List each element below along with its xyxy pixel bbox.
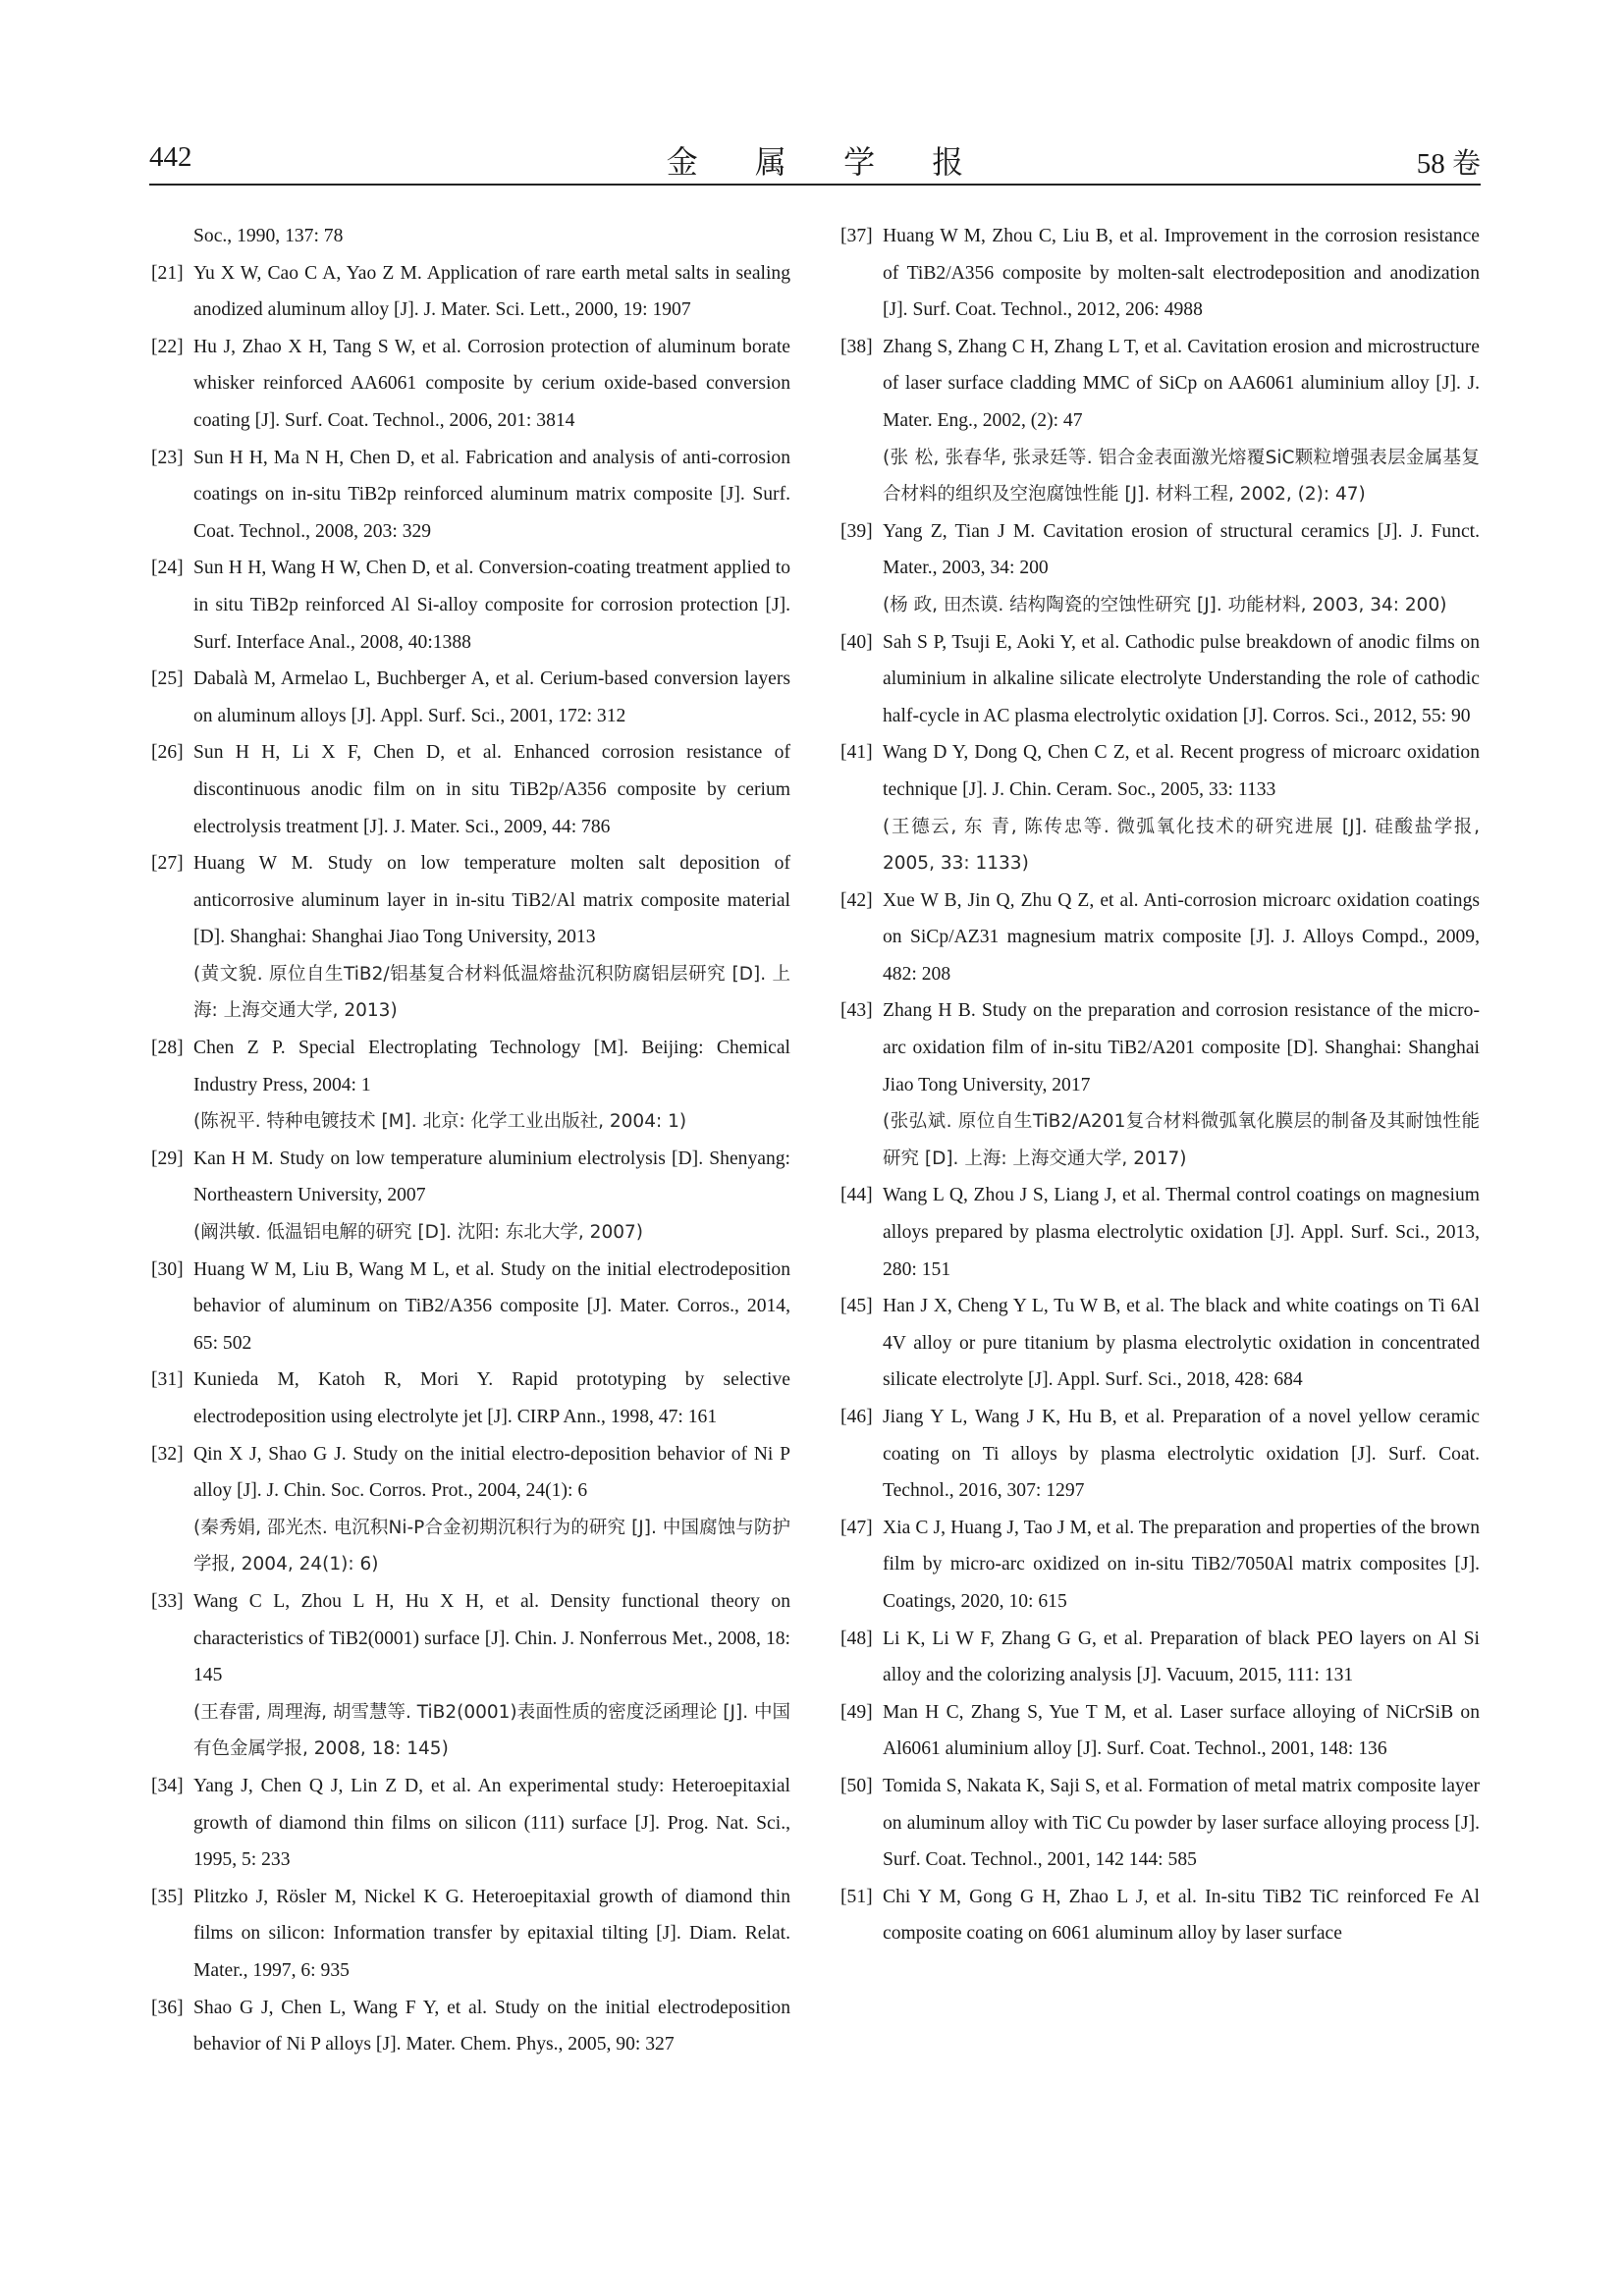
reference-chinese-text: (张弘斌. 原位自生TiB2/A201复合材料微弧氧化膜层的制备及其耐蚀性能研究 [D]. 上海: 上海交通大学, 2017)	[883, 1111, 1480, 1169]
reference-text: Yu X W, Cao C A, Yao Z M. Application of rare earth metal salts in sealing anodized aluminum alloy [J]. J. Mater. Sci. Lett., 2000, 19: 1907	[193, 262, 790, 321]
reference-item	[151, 1362, 790, 1435]
reference-body	[883, 882, 1480, 993]
reference-item	[840, 329, 1480, 513]
reference-number: [49]	[840, 1701, 873, 1723]
reference-number: [44]	[840, 1185, 873, 1206]
reference-number: [25]	[151, 668, 184, 690]
reference-text: Sun H H, Wang H W, Chen D, et al. Conversion-coating treatment applied to in situ TiB2p reinforced Al Si-alloy composite for corrosion protection [J]. Surf. Interface Anal., 2008, 40:1388	[193, 558, 790, 653]
reference-body	[193, 1362, 790, 1435]
reference-number: [50]	[840, 1775, 873, 1796]
reference-body	[883, 1510, 1480, 1621]
reference-number: [41]	[840, 742, 873, 764]
reference-text: Li K, Li W F, Zhang G G, et al. Preparation of black PEO layers on Al Si alloy and the colorizing analysis [J]. Vacuum, 2015, 111: 131	[883, 1628, 1480, 1686]
reference-text: Yang J, Chen Q J, Lin Z D, et al. An experimental study: Heteroepitaxial growth of diamond thin films on silicon (111) surface [J]. Prog. Nat. Sci., 1995, 5: 233	[193, 1775, 790, 1871]
reference-item	[151, 1436, 790, 1583]
reference-body	[193, 1583, 790, 1768]
reference-body	[883, 218, 1480, 329]
reference-body	[883, 329, 1480, 513]
reference-body	[883, 1768, 1480, 1879]
reference-text: Dabalà M, Armelao L, Buchberger A, et al. Cerium-based conversion layers on aluminum alloys [J]. Appl. Surf. Sci., 2001, 172: 312	[193, 668, 790, 726]
reference-number: [33]	[151, 1590, 184, 1612]
reference-text: Plitzko J, Rösler M, Nickel K G. Heteroepitaxial growth of diamond thin films on silicon: Information transfer by epitaxial tilting [J]. Diam. Relat. Mater., 1997, 6: 935	[193, 1886, 790, 1981]
reference-text: Sun H H, Ma N H, Chen D, et al. Fabrication and analysis of anti-corrosion coatings on in-situ TiB2p reinforced aluminum matrix composite [J]. Surf. Coat. Technol., 2008, 203: 329	[193, 447, 790, 542]
reference-number: [48]	[840, 1628, 873, 1649]
reference-body	[193, 1141, 790, 1252]
reference-number: [28]	[151, 1038, 184, 1059]
references-right-column	[840, 218, 1480, 1952]
reference-item	[840, 1288, 1480, 1399]
reference-body	[193, 550, 790, 661]
reference-body	[193, 329, 790, 440]
reference-number: [30]	[151, 1258, 184, 1280]
reference-item	[151, 1030, 790, 1141]
reference-body	[883, 734, 1480, 881]
reference-number: [31]	[151, 1369, 184, 1391]
reference-number: [39]	[840, 520, 873, 542]
reference-item	[151, 1768, 790, 1879]
reference-item	[151, 440, 790, 551]
journal-title: 金 属 学 报	[666, 143, 988, 181]
reference-chinese-text: (陈祝平. 特种电镀技术 [M]. 北京: 化学工业出版社, 2004: 1)	[193, 1111, 687, 1133]
reference-number: [32]	[151, 1443, 184, 1465]
reference-number: [37]	[840, 226, 873, 246]
reference-body	[193, 845, 790, 1030]
reference-text: Jiang Y L, Wang J K, Hu B, et al. Preparation of a novel yellow ceramic coating on Ti alloys by plasma electrolytic oxidation [J]. Surf. Coat. Technol., 2016, 307: 1297	[883, 1407, 1480, 1502]
reference-number: [46]	[840, 1407, 873, 1427]
reference-number: [27]	[151, 853, 184, 875]
reference-chinese-text: (秦秀娟, 邵光杰. 电沉积Ni-P合金初期沉积行为的研究 [J]. 中国腐蚀与防护学报, 2004, 24(1): 6)	[193, 1517, 790, 1575]
reference-body	[883, 1621, 1480, 1694]
reference-item	[840, 734, 1480, 881]
reference-text: Qin X J, Shao G J. Study on the initial electro-deposition behavior of Ni P alloy [J]. J. Chin. Soc. Corros. Prot., 2004, 24(1): 6	[193, 1443, 790, 1502]
reference-text: Xue W B, Jin Q, Zhu Q Z, et al. Anti-corrosion microarc oxidation coatings on SiCp/AZ31 magnesium matrix composite [J]. J. Alloys Compd., 2009, 482: 208	[883, 889, 1480, 985]
reference-body	[883, 1399, 1480, 1510]
reference-text: Wang C L, Zhou L H, Hu X H, et al. Density functional theory on characteristics of TiB2(0001) surface [J]. Chin. J. Nonferrous Met., 2008, 18: 145	[193, 1590, 790, 1686]
reference-chinese-text: (王春雷, 周理海, 胡雪慧等. TiB2(0001)表面性质的密度泛函理论 [J]. 中国有色金属学报, 2008, 18: 145)	[193, 1701, 790, 1760]
reference-body	[193, 1768, 790, 1879]
volume-label: 58 卷	[1416, 148, 1481, 180]
reference-item	[151, 218, 790, 255]
reference-number: [21]	[151, 262, 184, 284]
reference-body	[883, 1694, 1480, 1768]
reference-body	[193, 440, 790, 551]
reference-number: [45]	[840, 1296, 873, 1317]
reference-body	[883, 992, 1480, 1177]
reference-number: [38]	[840, 336, 873, 357]
reference-text: Han J X, Cheng Y L, Tu W B, et al. The black and white coatings on Ti 6Al 4V alloy or pure titanium by plasma electrolytic oxidation in concentrated silicate electrolyte [J]. Appl. Surf. Sci., 2018, 428: 684	[883, 1296, 1480, 1391]
reference-item	[151, 329, 790, 440]
reference-number: [47]	[840, 1517, 873, 1538]
reference-item	[151, 1583, 790, 1768]
reference-item	[840, 882, 1480, 993]
reference-number: [24]	[151, 558, 184, 579]
reference-item	[840, 513, 1480, 624]
reference-item	[151, 845, 790, 1030]
reference-text: Zhang H B. Study on the preparation and corrosion resistance of the micro-arc oxidation film of in-situ TiB2/A201 composite [D]. Shanghai: Shanghai Jiao Tong University, 2017	[883, 1000, 1480, 1095]
reference-text: Huang W M. Study on low temperature molten salt deposition of anticorrosive aluminum layer in in-situ TiB2/Al matrix composite material [D]. Shanghai: Shanghai Jiao Tong University, 2013	[193, 853, 790, 948]
reference-item	[840, 1399, 1480, 1510]
reference-item	[151, 734, 790, 845]
reference-text: Kan H M. Study on low temperature aluminium electrolysis [D]. Shenyang: Northeastern University, 2007	[193, 1148, 790, 1206]
reference-number: [51]	[840, 1886, 873, 1907]
reference-item	[840, 1621, 1480, 1694]
reference-text: Wang L Q, Zhou J S, Liang J, et al. Thermal control coatings on magnesium alloys prepared by plasma electrolytic oxidation [J]. Appl. Surf. Sci., 2013, 280: 151	[883, 1185, 1480, 1280]
reference-number: [42]	[840, 889, 873, 911]
reference-text: Man H C, Zhang S, Yue T M, et al. Laser surface alloying of NiCrSiB on Al6061 aluminium alloy [J]. Surf. Coat. Technol., 2001, 148: 136	[883, 1701, 1480, 1760]
references-left-column	[151, 218, 790, 2063]
reference-item	[151, 661, 790, 734]
page-number: 442	[149, 141, 192, 173]
reference-text: Zhang S, Zhang C H, Zhang L T, et al. Cavitation erosion and microstructure of laser surface cladding MMC of SiCp on AA6061 aluminium alloy [J]. J. Mater. Eng., 2002, (2): 47	[883, 336, 1480, 431]
reference-chinese-text: (阚洪敏. 低温铝电解的研究 [D]. 沈阳: 东北大学, 2007)	[193, 1222, 643, 1244]
reference-text: Kunieda M, Katoh R, Mori Y. Rapid prototyping by selective electrodeposition using electrolyte jet [J]. CIRP Ann., 1998, 47: 161	[193, 1369, 790, 1427]
reference-number: [26]	[151, 742, 184, 764]
reference-item	[151, 1252, 790, 1362]
reference-text: Hu J, Zhao X H, Tang S W, et al. Corrosion protection of aluminum borate whisker reinforced AA6061 composite by cerium oxide-based conversion coating [J]. Surf. Coat. Technol., 2006, 201: 3814	[193, 336, 790, 431]
reference-item	[840, 1879, 1480, 1952]
reference-item	[151, 1990, 790, 2063]
reference-chinese-text: (黄文貌. 原位自生TiB2/铝基复合材料低温熔盐沉积防腐铝层研究 [D]. 上海: 上海交通大学, 2013)	[193, 963, 790, 1022]
header-rule	[149, 184, 1481, 186]
reference-item	[840, 218, 1480, 329]
reference-text: Soc., 1990, 137: 78	[193, 226, 344, 246]
reference-item	[151, 550, 790, 661]
reference-item	[840, 624, 1480, 735]
reference-body	[193, 734, 790, 845]
reference-text: Huang W M, Liu B, Wang M L, et al. Study on the initial electrodeposition behavior of aluminum on TiB2/A356 composite [J]. Mater. Corros., 2014, 65: 502	[193, 1258, 790, 1354]
reference-text: Chen Z P. Special Electroplating Technology [M]. Beijing: Chemical Industry Press, 2004: 1	[193, 1038, 790, 1095]
reference-number: [43]	[840, 1000, 873, 1022]
reference-text: Tomida S, Nakata K, Saji S, et al. Formation of metal matrix composite layer on aluminum alloy with TiC Cu powder by laser surface alloying process [J]. Surf. Coat. Technol., 2001, 142 144: 585	[883, 1775, 1480, 1871]
reference-number: [35]	[151, 1886, 184, 1907]
reference-item	[840, 1510, 1480, 1621]
reference-body	[883, 624, 1480, 735]
reference-item	[840, 1768, 1480, 1879]
reference-body	[883, 1288, 1480, 1399]
reference-text: Chi Y M, Gong G H, Zhao L J, et al. In-situ TiB2 TiC reinforced Fe Al composite coating on 6061 aluminum alloy by laser surface	[883, 1886, 1480, 1945]
reference-body	[193, 1879, 790, 1990]
reference-number: [40]	[840, 631, 873, 653]
reference-text: Wang D Y, Dong Q, Chen C Z, et al. Recent progress of microarc oxidation technique [J]. J. Chin. Ceram. Soc., 2005, 33: 1133	[883, 742, 1480, 800]
reference-body	[193, 1990, 790, 2063]
reference-chinese-text: (王德云, 东 青, 陈传忠等. 微弧氧化技术的研究进展 [J]. 硅酸盐学报, 2005, 33: 1133)	[883, 816, 1480, 875]
reference-body	[883, 1177, 1480, 1288]
reference-item	[840, 992, 1480, 1177]
reference-item	[151, 255, 790, 329]
reference-chinese-text: (杨 政, 田杰谟. 结构陶瓷的空蚀性研究 [J]. 功能材料, 2003, 34: 200)	[883, 594, 1447, 615]
reference-number: [23]	[151, 447, 184, 468]
reference-number: [22]	[151, 336, 184, 357]
reference-item	[151, 1879, 790, 1990]
reference-body	[193, 1436, 790, 1583]
reference-chinese-text: (张 松, 张春华, 张录廷等. 铝合金表面激光熔覆SiC颗粒增强表层金属基复合材料的组织及空泡腐蚀性能 [J]. 材料工程, 2002, (2): 47)	[883, 447, 1480, 506]
reference-number: [29]	[151, 1148, 184, 1169]
reference-text: Xia C J, Huang J, Tao J M, et al. The preparation and properties of the brown film by micro-arc oxidized on in-situ TiB2/7050Al matrix composites [J]. Coatings, 2020, 10: 615	[883, 1517, 1480, 1612]
reference-body	[883, 513, 1480, 624]
reference-text: Huang W M, Zhou C, Liu B, et al. Improvement in the corrosion resistance of TiB2/A356 composite by molten-salt electrodeposition and anodization [J]. Surf. Coat. Technol., 2012, 206: 4988	[883, 226, 1480, 321]
reference-number: [36]	[151, 1997, 184, 2018]
reference-body	[193, 1252, 790, 1362]
reference-text: Sun H H, Li X F, Chen D, et al. Enhanced corrosion resistance of discontinuous anodic film on in situ TiB2p/A356 composite by cerium electrolysis treatment [J]. J. Mater. Sci., 2009, 44: 786	[193, 742, 790, 837]
reference-item	[151, 1141, 790, 1252]
reference-number: [34]	[151, 1775, 184, 1796]
reference-body	[193, 1030, 790, 1141]
reference-item	[840, 1694, 1480, 1768]
reference-text: Sah S P, Tsuji E, Aoki Y, et al. Cathodic pulse breakdown of anodic films on aluminium in alkaline silicate electrolyte Understanding the role of cathodic half-cycle in AC plasma electrolytic oxidation [J]. Corros. Sci., 2012, 55: 90	[883, 631, 1480, 726]
reference-body	[193, 661, 790, 734]
reference-body	[193, 255, 790, 329]
reference-item	[840, 1177, 1480, 1288]
reference-text: Shao G J, Chen L, Wang F Y, et al. Study on the initial electrodeposition behavior of Ni P alloys [J]. Mater. Chem. Phys., 2005, 90: 327	[193, 1997, 790, 2056]
reference-text: Yang Z, Tian J M. Cavitation erosion of structural ceramics [J]. J. Funct. Mater., 2003, 34: 200	[883, 520, 1480, 579]
reference-body	[151, 218, 790, 255]
reference-body	[883, 1879, 1480, 1952]
running-header	[149, 137, 1481, 185]
